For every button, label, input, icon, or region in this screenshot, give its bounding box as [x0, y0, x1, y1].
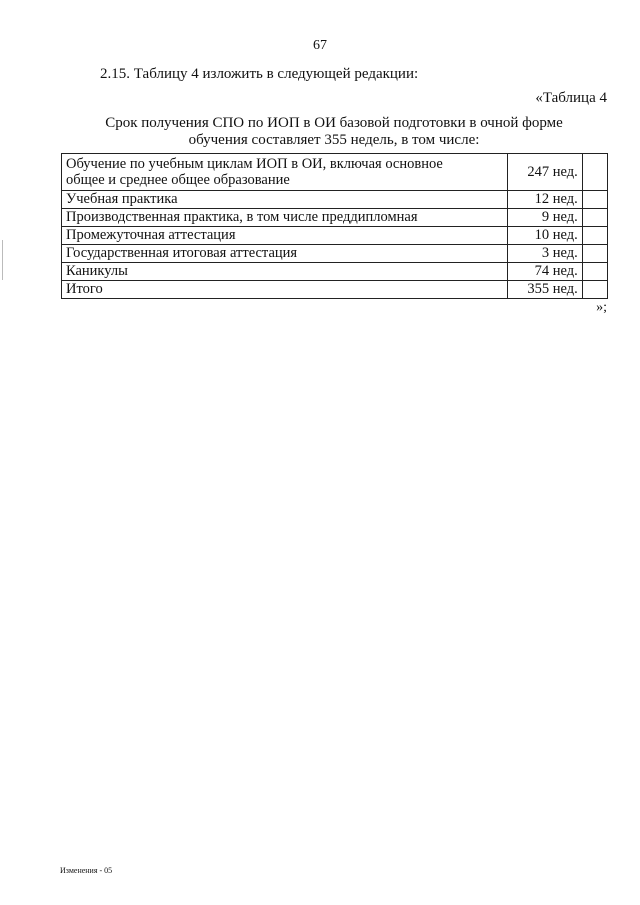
- table-row: [62, 245, 608, 263]
- row-name: Учебная практика: [62, 191, 508, 209]
- table-row: [62, 191, 608, 209]
- row-empty-cell: [582, 209, 607, 227]
- row-value: 355 нед.: [508, 281, 583, 299]
- row-empty-cell: [582, 227, 607, 245]
- row-value: 12 нед.: [508, 191, 583, 209]
- row-name: [62, 154, 508, 191]
- row-empty-cell: [582, 281, 607, 299]
- table-row: [62, 227, 608, 245]
- amendment-instruction: 2.15. Таблицу 4 изложить в следующей редакции:: [100, 66, 419, 82]
- row-value: 9 нед.: [508, 209, 583, 227]
- table-label: «Таблица 4: [535, 90, 607, 106]
- table-row-total: [62, 281, 608, 299]
- row-value: 10 нед.: [508, 227, 583, 245]
- caption-line-1: Срок получения СПО по ИОП в ОИ базовой подготовки в очной форме: [105, 115, 563, 131]
- closing-quote: »;: [596, 300, 607, 315]
- table-row: [62, 263, 608, 281]
- page-number: 67: [313, 38, 327, 53]
- table-row: [62, 154, 608, 191]
- row-empty-cell: [582, 245, 607, 263]
- row-name: Промежуточная аттестация: [62, 227, 508, 245]
- row-name: Итого: [62, 281, 508, 299]
- row-name-line-2: общее и среднее общее образование: [66, 172, 290, 188]
- row-value: 247 нед.: [508, 154, 583, 191]
- row-empty-cell: [582, 263, 607, 281]
- row-empty-cell: [582, 191, 607, 209]
- scan-edge-mark: [2, 240, 3, 280]
- row-value: 3 нед.: [508, 245, 583, 263]
- row-value: 74 нед.: [508, 263, 583, 281]
- study-duration-table: [61, 153, 608, 299]
- row-name: Каникулы: [62, 263, 508, 281]
- table-row: [62, 209, 608, 227]
- row-name-line-1: Обучение по учебным циклам ИОП в ОИ, включая основное: [66, 156, 443, 172]
- footer-note: Изменения - 05: [60, 866, 113, 875]
- row-empty-cell: [582, 154, 607, 191]
- row-name: Государственная итоговая аттестация: [62, 245, 508, 263]
- table-caption: [60, 115, 608, 149]
- row-name: Производственная практика, в том числе преддипломная: [62, 209, 508, 227]
- caption-line-2: обучения составляет 355 недель, в том числе:: [188, 132, 480, 148]
